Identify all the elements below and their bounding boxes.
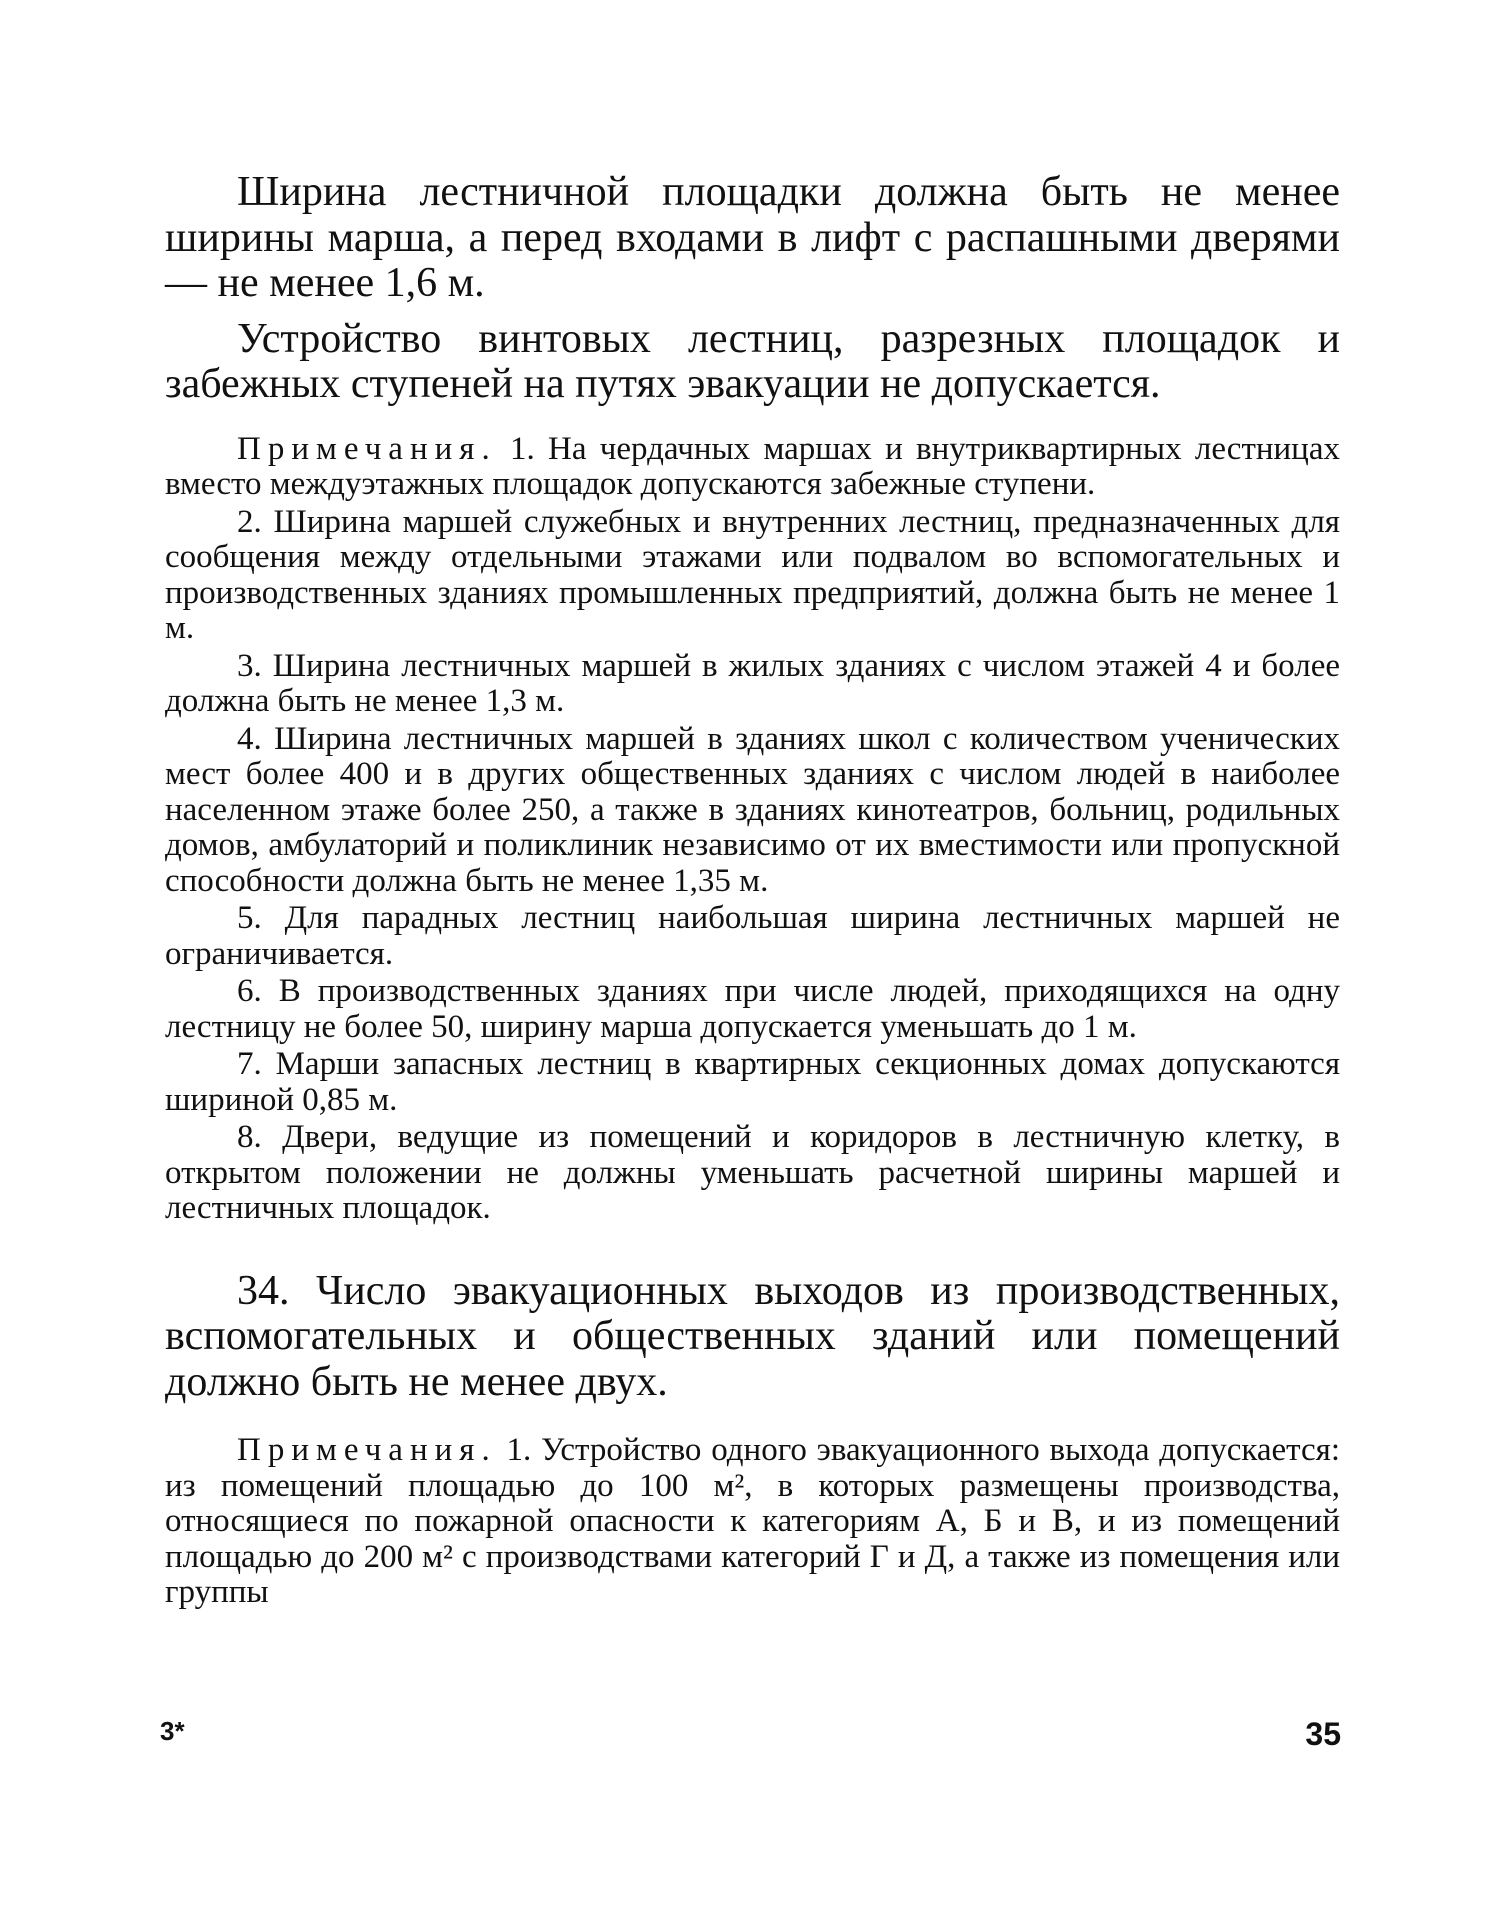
note-text: 1. Устройство одного эвакуационного выхода допускается: из помещений площадью до 100 м², в которых размещены производства, относящиеся по пожарной опасности к категориям А, Б и В, и из помещений площадью до 200 м² с производствами категорий Г и Д, а также из помещения или группы xyxy=(165,1432,1341,1610)
notes-block-2 xyxy=(165,1433,1340,1611)
note-item: 6. В производственных зданиях при числе людей, приходящихся на одну лестницу не более 50, ширину марша допускается уменьшать до 1 м. xyxy=(165,973,1340,1045)
notes-block-1 xyxy=(165,432,1340,1227)
notes-label: Примечания. xyxy=(237,1432,497,1468)
note-text: 1. На чердачных маршах и внутриквартирных лестницах вместо междуэтажных площадок допускаются забежные ступени. xyxy=(165,430,1340,502)
paragraph-spiral-stairs: Устройство винтовых лестниц, разрезных площадок и забежных ступеней на путях эвакуации не допускается. xyxy=(165,315,1340,407)
note-item: 7. Марши запасных лестниц в квартирных секционных домах допускаются шириной 0,85 м. xyxy=(165,1046,1340,1118)
note-item xyxy=(165,432,1340,503)
note-item xyxy=(165,1433,1340,1611)
notes-label: Примечания. xyxy=(237,430,497,467)
signature-mark: 3* xyxy=(160,1716,185,1746)
page-number: 35 xyxy=(1305,1716,1341,1752)
paragraph-landing-width: Ширина лестничной площадки должна быть не менее ширины марша, а перед входами в лифт с распашными дверями — не менее 1,6 м. xyxy=(165,169,1340,306)
note-item: 5. Для парадных лестниц наибольшая ширина лестничных маршей не ограничивается. xyxy=(165,900,1340,972)
note-item: 8. Двери, ведущие из помещений и коридоров в лестничную клетку, в открытом положении не должны уменьшать расчетной ширины маршей и лестничных площадок. xyxy=(165,1119,1340,1226)
note-item: 2. Ширина маршей служебных и внутренних лестниц, предназначенных для сообщения между отдельными этажами или подвалом во вспомогательных и производственных зданиях промышленных предприятий, должна быть не менее 1 м. xyxy=(165,503,1340,646)
section-34-heading: 34. Число эвакуационных выходов из производственных, вспомогательных и общественных зданий или помещений должно быть не менее двух. xyxy=(165,1267,1340,1405)
note-item: 3. Ширина лестничных маршей в жилых зданиях с числом этажей 4 и более должна быть не менее 1,3 м. xyxy=(165,647,1340,719)
note-item: 4. Ширина лестничных маршей в зданиях школ с количеством ученических мест более 400 и в других общественных зданиях с числом людей в наиболее населенном этаже более 250, а также в зданиях кинотеатров, больниц, родильных домов, амбулаторий и поликлиник независимо от их вместимости или пропускной способности должна быть не менее 1,35 м. xyxy=(165,720,1340,899)
page-body xyxy=(165,170,1340,1613)
